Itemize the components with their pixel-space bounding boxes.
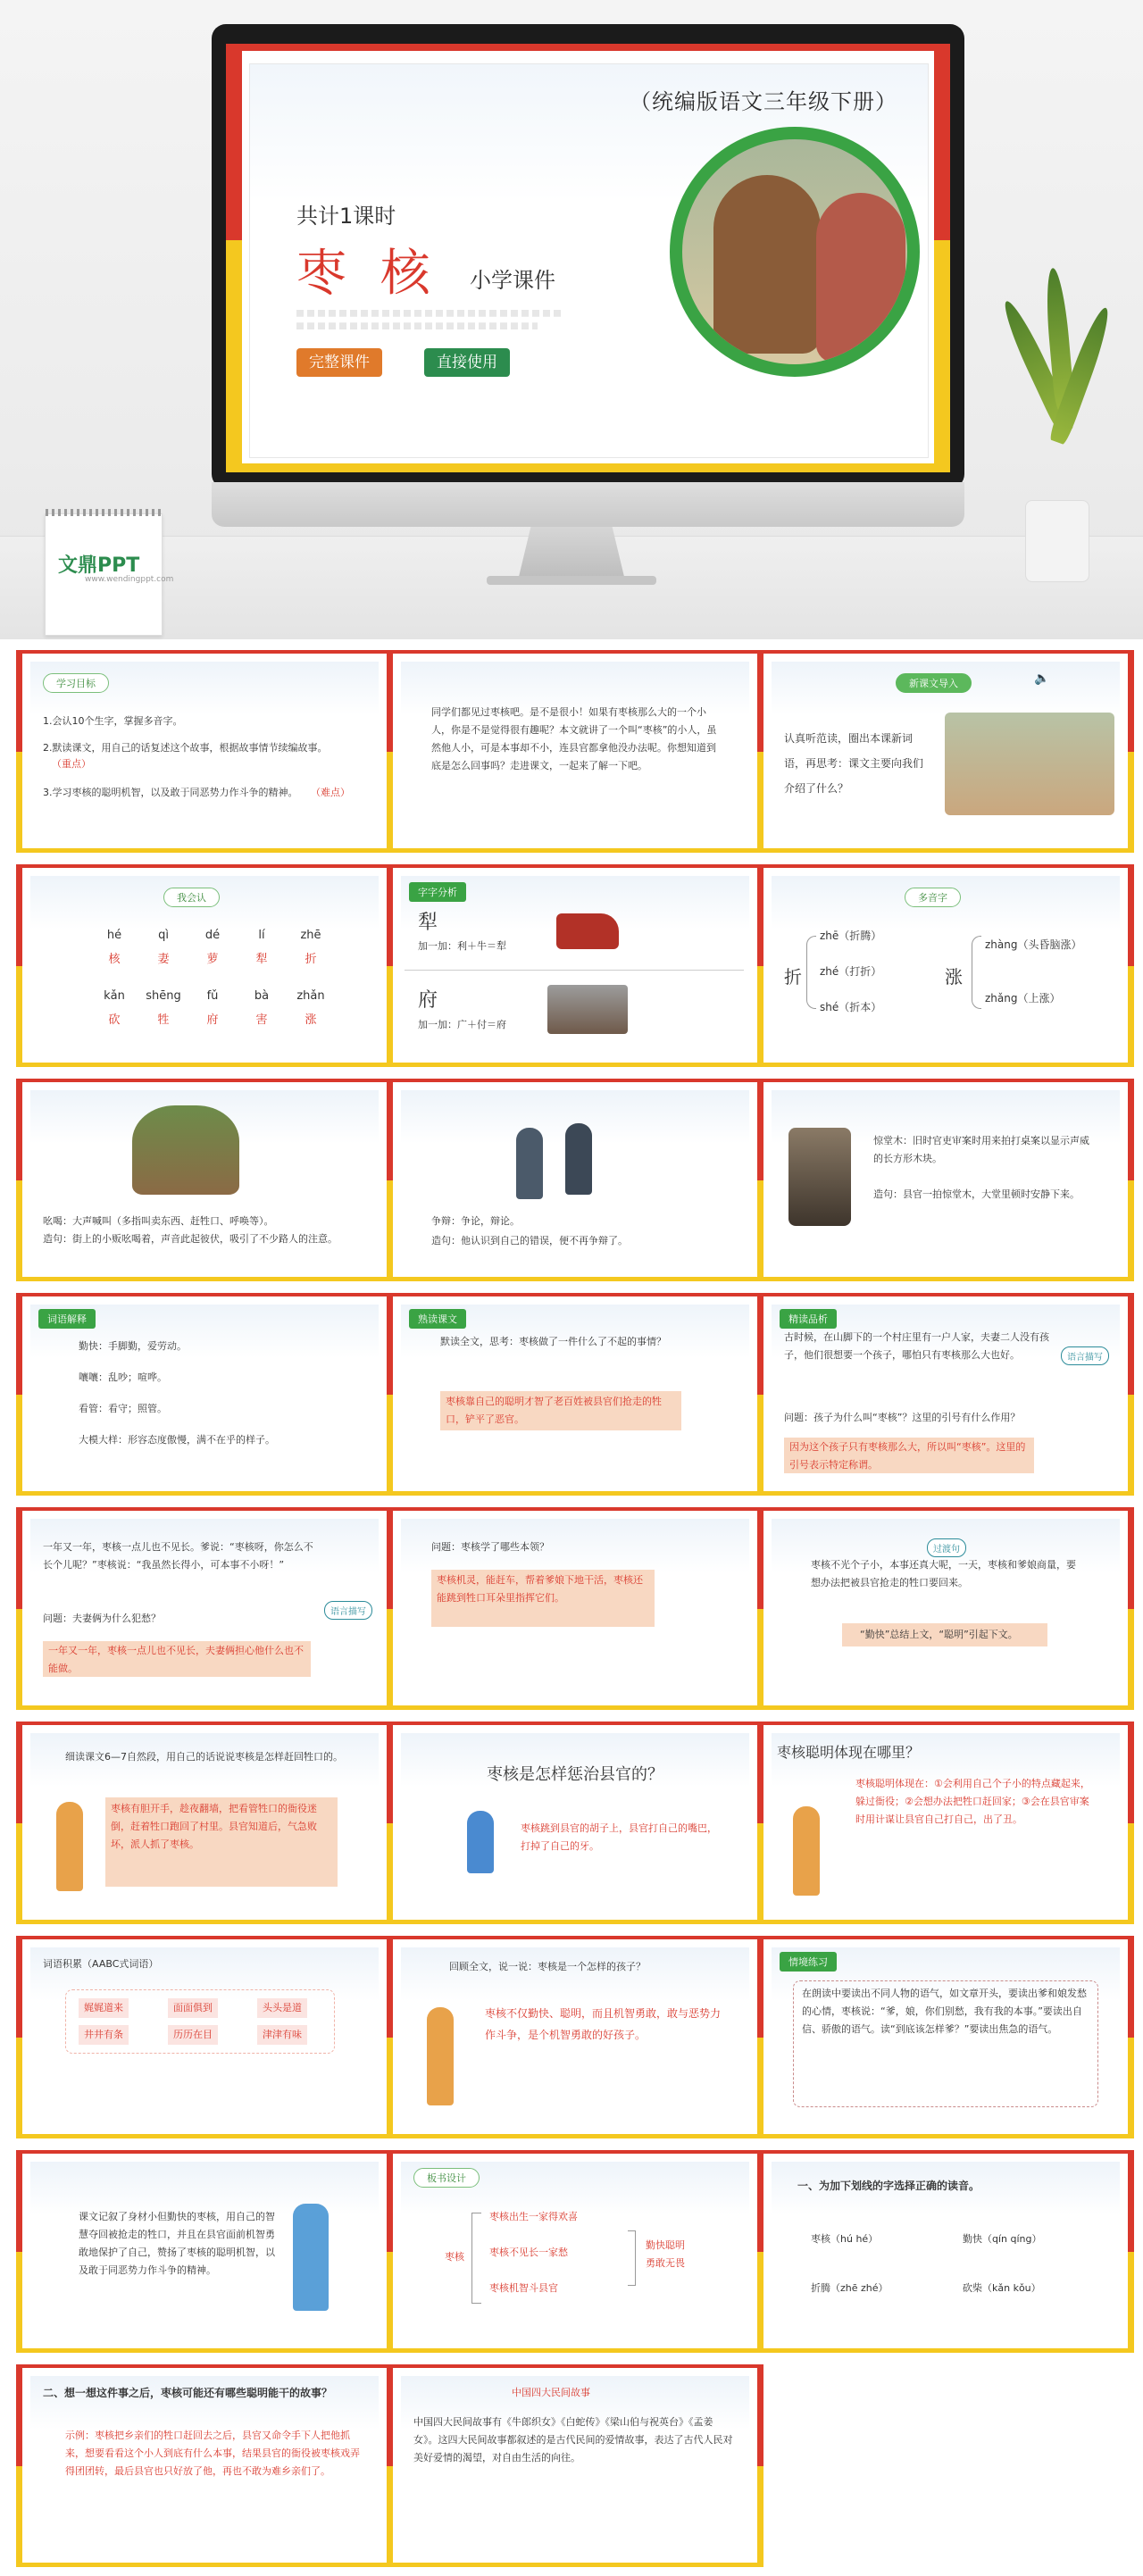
exercise-item[interactable]: 勤快（qín qíng） [963, 2233, 1042, 2245]
question: 问题：枣核学了哪些本领？ [431, 1541, 549, 1553]
annotation-bubble: 语言描写 [1061, 1346, 1109, 1365]
cover-subtitle: 小学课件 [470, 268, 555, 293]
slide-vocab-explain [16, 1293, 393, 1496]
teacher-figure [56, 1802, 83, 1891]
decor-text-lines [296, 310, 564, 329]
reading-zhe2: zhé（打折） [820, 965, 882, 978]
word-definition: 惊堂木：旧时官吏审案时用来拍打桌案以显示声威的长方形木块。 [873, 1135, 1089, 1164]
hanzi: 牲 [157, 1013, 170, 1027]
goal-2-mark: （重点） [52, 758, 91, 770]
word-cell: 历历在目 [168, 2025, 218, 2045]
slide-punish-official [387, 1722, 763, 1924]
slide-worry [16, 1507, 393, 1710]
goal-1: 1.会认10个生字，掌握多音字。 [43, 715, 183, 727]
exercise-answer: 示例：枣核把乡亲们的牲口赶回去之后，县官又命令手下人把他抓来，想要看看这个小人到底有什么本事，结果县官的衙役被枣核戏弄得团团转，最后县官也只好放了他，再也不敢为难乡亲们了。 [65, 2430, 360, 2477]
pinyin: dé [204, 929, 221, 942]
reading-zhang3: zhǎng（上涨） [985, 992, 1061, 1005]
goal-3: 3.学习枣核的聪明机智，以及敢于同恶势力作斗争的精神。 [43, 787, 298, 798]
slide-intro [387, 650, 763, 853]
hanzi: 妻 [157, 953, 170, 966]
char-fu-split: 加一加：广＋付＝府 [418, 1019, 506, 1030]
slide-new-lesson [757, 650, 1134, 853]
question: 问题：夫妻俩为什么犯愁？ [43, 1613, 161, 1624]
word-sentence: 造句：街上的小贩吆喝着，声音此起彼伏，吸引了不少路人的注意。 [43, 1233, 338, 1245]
reading-she: shé（折本） [820, 1001, 882, 1013]
pinyin: qì [158, 929, 169, 942]
edition-label: （统编版语文三年级下册） [630, 89, 897, 114]
slide-tag: 情境练习 [780, 1952, 837, 1972]
passage: 古时候，在山脚下的一个村庄里有一户人家，夫妻二人没有孩子，他们很想要一个孩子，哪怕只有枣核那么大也好。 [784, 1331, 1049, 1361]
vocab-2: 嚷嚷：乱吵；喧哗。 [79, 1371, 167, 1383]
char-fu: 府 [418, 989, 438, 1012]
speaker-icon[interactable]: 🔈 [1034, 671, 1050, 686]
pinyin: fǔ [206, 989, 219, 1003]
word-cell: 井井有条 [79, 2025, 129, 2045]
annotation-bubble: 语言描写 [324, 1601, 372, 1620]
slide-tag: 熟读课文 [409, 1309, 466, 1329]
exercise-item[interactable]: 折腾（zhē zhé） [811, 2282, 889, 2294]
hanzi: 府 [206, 1013, 219, 1027]
slide-word-jingtangmu [757, 1079, 1134, 1281]
slide-heading: 中国四大民间故事 [512, 2387, 590, 2398]
teacher-figure [793, 1806, 820, 1896]
slide-scenario-practice [757, 1936, 1134, 2138]
exercise-title: 二、想一想这件事之后，枣核可能还有哪些聪明能干的故事？ [43, 2387, 333, 2399]
answer: 一年又一年，枣核一点儿也不见长，夫妻俩担心他什么也不能做。 [48, 1645, 304, 1674]
slide-cleverness [757, 1722, 1134, 1924]
slide-tag: 字字分析 [409, 882, 466, 902]
slide-exercise-1 [757, 2150, 1134, 2353]
lesson-count: 共计1课时 [296, 204, 396, 229]
slide-word-yaohe [16, 1079, 393, 1281]
answer: 枣核不仅勤快、聪明，而且机智勇敢，敢与恶势力作斗争，是个机智勇敢的好孩子。 [485, 2007, 722, 2041]
pinyin: zhē [300, 929, 321, 942]
question: 回顾全文，说一说：枣核是一个怎样的孩子？ [449, 1961, 646, 1972]
passage: 枣核不光个子小，本事还真大呢，一天，枣核和爹娘商量，要想办法把被县官抢走的牲口要回来。 [811, 1559, 1076, 1588]
slide-tag: 精读品析 [780, 1309, 837, 1329]
vendor-illustration [132, 1105, 239, 1195]
reading-zhe1: zhē（折腾） [820, 930, 882, 942]
slide-character-summary [387, 1936, 763, 2138]
word-definition: 吆喝：大声喊叫（多指叫卖东西、赶牲口、呼唤等）。 [43, 1215, 274, 1227]
char-li: 犁 [418, 912, 438, 934]
slide-tag: 词语解释 [38, 1309, 96, 1329]
word-sentence: 造句：县官一拍惊堂木，大堂里顿时安静下来。 [873, 1188, 1080, 1200]
slide-word-accumulate [16, 1936, 393, 2138]
full-courseware-button[interactable]: 完整课件 [296, 348, 382, 377]
practice-text: 在朗读中要读出不同人物的语气，如文章开头，要读出爹和娘发愁的心情，枣核说：“爹，娘，你们别愁，我有我的本事。”要读出自信、骄傲的语气。读“到底该怎样爹？”要读出焦急的语气。 [802, 1988, 1087, 2035]
vocab-1: 勤快：手脚勤，爱劳动。 [79, 1340, 187, 1352]
man-figure [516, 1128, 543, 1199]
pinyin: lí [258, 929, 265, 942]
cover-slide [226, 44, 950, 472]
slide-title: 枣核聪明体现在哪里？ [777, 1744, 921, 1761]
hanzi: 折 [305, 953, 317, 966]
slide-tag: 多音字 [905, 888, 961, 907]
pinyin: bà [254, 989, 270, 1003]
lesson-prompt: 认真听范读，圈出本课新词语，再思考：课文主要向我们介绍了什么？ [784, 732, 924, 795]
slide-polyphone [757, 864, 1134, 1067]
slide-transition [757, 1507, 1134, 1710]
monitor-foot [487, 576, 656, 585]
goal-2: 2.默读课文，用自己的话复述这个故事，根据故事情节续编故事。 [43, 742, 328, 754]
exercise-title: 一、为加下划线的字选择正确的读音。 [797, 2180, 980, 2192]
hanzi: 核 [108, 953, 121, 966]
monitor [212, 24, 964, 488]
pinyin: kǎn [104, 989, 125, 1003]
main-idea: 课文记叙了身材小但勤快的枣核，用自己的智慧夺回被抢走的牲口，并且在县官面前机智勇敢地保护了自己，赞扬了枣核的聪明机智，以及敢于同恶势力作斗争的精神。 [79, 2211, 275, 2276]
desk-calendar [45, 513, 174, 636]
slide-tag: 我会认 [163, 888, 220, 907]
char-zhang: 涨 [945, 966, 963, 988]
slide-recognize-chars [16, 864, 393, 1067]
plough-image [556, 913, 619, 949]
hanzi: 涨 [305, 1013, 317, 1027]
monitor-stand [518, 527, 625, 580]
monitor-chin [212, 482, 964, 527]
exercise-item[interactable]: 枣核（hú hé） [811, 2233, 879, 2245]
question: 默读全文，思考：枣核做了一件什么了不起的事情？ [440, 1336, 666, 1347]
word-definition: 争辩：争论，辩论。 [431, 1215, 520, 1227]
boy-figure [467, 1811, 494, 1873]
slide-board-design [387, 2150, 763, 2353]
intro-text: 同学们都见过枣核吧。是不是很小！如果有枣核那么大的一个小人，你是不是觉得很有趣呢？本文就讲了一个叫“枣核”的小人，虽然他人小，可是本事却不小，连县官都拿他没办法呢。你想知道到底是怎么回事吗？走进课文，一起来了解一下吧。 [431, 706, 717, 771]
brand-logo: 文鼎PPT [58, 554, 140, 577]
brand-url: www.wendingppt.com [85, 575, 174, 584]
answer: 枣核靠自己的聪明才智了老百姓被县官们抢走的牲口，铲平了恶官。 [446, 1396, 662, 1425]
board-item: 枣核机智斗县官 [489, 2282, 558, 2294]
question: 细读课文6—7自然段，用自己的话说说枣核是怎样赶回牲口的。 [65, 1751, 343, 1763]
boy-figure [293, 2204, 329, 2311]
slide-word-zhengbian [387, 1079, 763, 1281]
story-illustration [670, 127, 920, 377]
plant-pot [1025, 500, 1089, 582]
word-cell: 头头是道 [257, 1998, 307, 2018]
pinyin: zhǎn [296, 989, 325, 1003]
slide-retrieve-livestock [16, 1722, 393, 1924]
slide-exercise-2 [16, 2364, 393, 2567]
board-item: 枣核不见长一家愁 [489, 2247, 568, 2258]
vocab-3: 看管：看守；照管。 [79, 1403, 167, 1414]
slide-skills [387, 1507, 763, 1710]
board-trait: 勇敢无畏 [646, 2257, 685, 2269]
slide-tag: 板书设计 [413, 2168, 480, 2188]
answer: 枣核跳到县官的胡子上，县官打自己的嘴巴，打掉了自己的牙。 [521, 1822, 717, 1852]
slide-tag: 新课文导入 [896, 673, 972, 693]
hanzi: 害 [255, 1013, 268, 1027]
slide-read-text [387, 1293, 763, 1496]
exercise-item[interactable]: 砍柴（kǎn kǒu） [963, 2282, 1041, 2294]
board-trait: 勤快聪明 [646, 2239, 685, 2251]
board-root: 枣核 [445, 2251, 464, 2263]
slide-learning-goals [16, 650, 393, 853]
folk-tales-text: 中国四大民间故事有《牛郎织女》《白蛇传》《梁山伯与祝英台》《孟姜女》。这四大民间故事都叙述的是古代民间的爱情故事，表达了古代人民对美好爱情的渴望，对自由生活的向往。 [413, 2416, 733, 2463]
char-li-split: 加一加：利＋牛＝犁 [418, 940, 506, 952]
hanzi: 犁 [255, 953, 268, 966]
pinyin: hé [106, 929, 122, 942]
board-item: 枣核出生一家得欢喜 [489, 2211, 578, 2222]
story-illustration [945, 713, 1114, 815]
answer: 枣核有胆开手，趁夜翻墙，把看管牲口的衙役迷倒，赶着牲口跑回了村里。县官知道后，气急败坏，派人抓了枣核。 [111, 1803, 317, 1850]
man-figure [565, 1123, 592, 1195]
teacher-figure [427, 2007, 454, 2105]
word-cell: 面面俱到 [168, 1998, 218, 2018]
word-cell: 津津有味 [257, 2025, 307, 2045]
slide-tag: 学习目标 [43, 673, 109, 693]
summary: “勤快”总结上文，“聪明”引起下文。 [860, 1629, 1018, 1640]
reading-zhang4: zhàng（头昏脑涨） [985, 938, 1082, 951]
cover-title: 枣 核 [296, 245, 439, 303]
answer: 枣核机灵，能赶车，帮着爹娘下地干活，枣核还能跳到牲口耳朵里指挥它们。 [437, 1574, 643, 1604]
pinyin: shēng [146, 989, 181, 1003]
slide-close-reading [757, 1293, 1134, 1496]
slide-main-idea [16, 2150, 393, 2353]
question: 问题：孩子为什么叫“枣核”？这里的引号有什么作用？ [784, 1412, 1021, 1423]
word-cell: 娓娓道来 [79, 1998, 129, 2018]
goal-3-mark: （难点） [311, 787, 350, 798]
answer: 枣核聪明体现在：①会利用自己个子小的特点藏起来，躲过衙役；②会想办法把牲口赶回家；③会在县官审案时用计谋让县官自己打自己，出了丑。 [855, 1778, 1090, 1825]
slide-folk-tales [387, 2364, 763, 2567]
old-man-figure [713, 175, 821, 354]
hanzi: 萝 [206, 953, 219, 966]
passage: 一年又一年，枣核一点儿也不见长。爹说：“枣核呀，你怎么不长个儿呢？”枣核说：“我虽然长得小，可本事不小呀！” [43, 1541, 313, 1571]
slide-heading: 词语积累（AABC式词语） [43, 1958, 159, 1970]
direct-use-button[interactable]: 直接使用 [424, 348, 510, 377]
hero-scene [0, 0, 1143, 638]
gavel-block-image [788, 1128, 851, 1226]
answer: 因为这个孩子只有枣核那么大，所以叫“枣核”。这里的引号表示特定称谓。 [789, 1441, 1026, 1471]
annotation-bubble: 过渡句 [927, 1538, 966, 1557]
government-office-image [547, 985, 628, 1034]
word-sentence: 造句：他认识到自己的错误，便不再争辩了。 [431, 1235, 628, 1246]
hanzi: 砍 [108, 1013, 121, 1027]
slide-title: 枣核是怎样惩治县官的？ [487, 1765, 663, 1784]
char-zhe: 折 [784, 966, 802, 988]
slide-char-analysis [387, 864, 763, 1067]
vocab-4: 大模大样：形容态度傲慢，满不在乎的样子。 [79, 1434, 275, 1446]
old-woman-figure [816, 193, 905, 363]
